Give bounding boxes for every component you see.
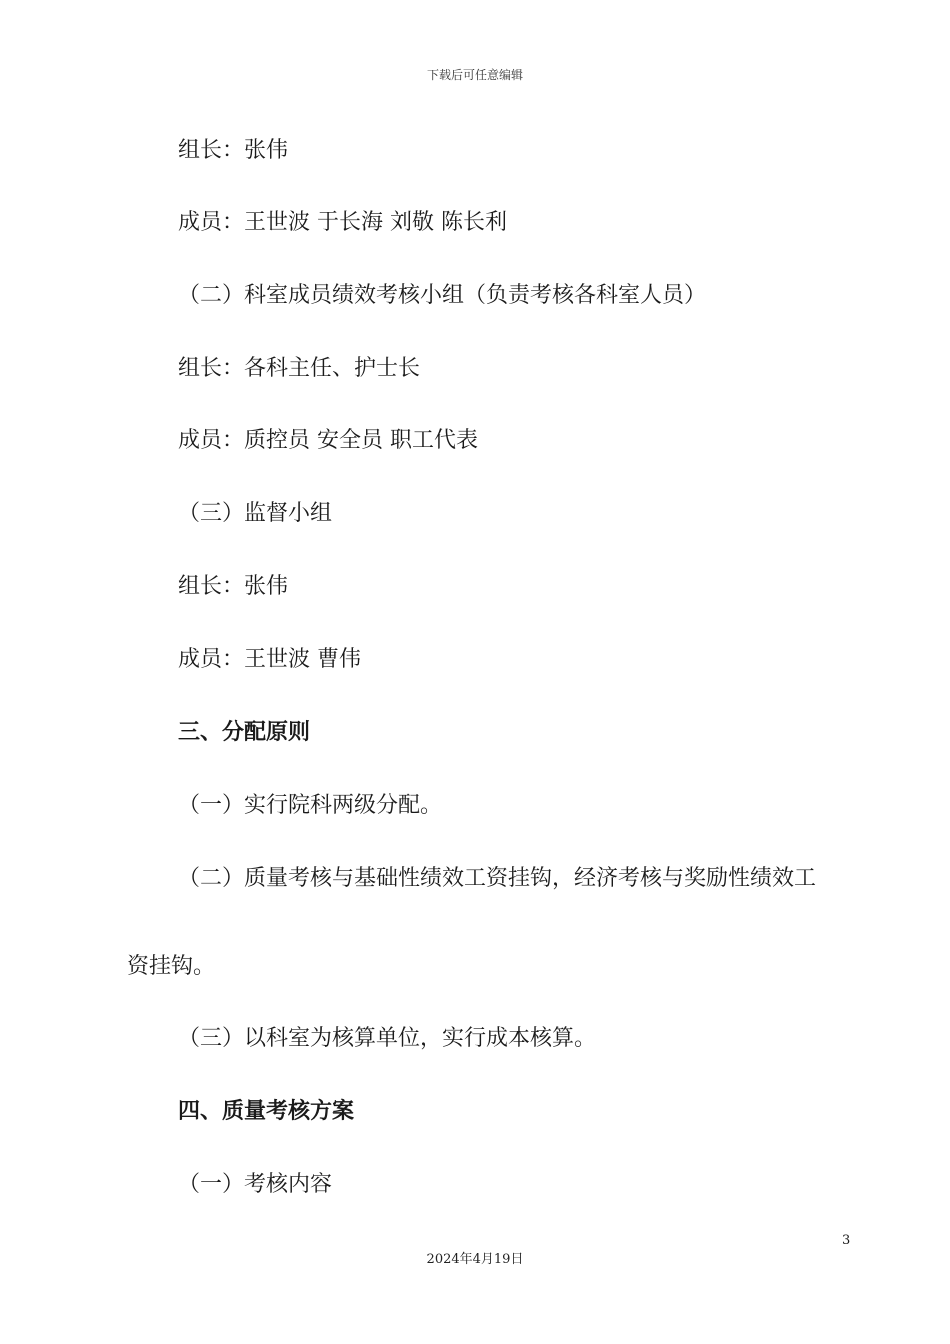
group-leader-line: 组长：各科主任、护士长	[178, 356, 421, 381]
page-header: 下载后可任意编辑	[426, 68, 523, 82]
group-members-line: 成员：王世波 曹伟	[178, 647, 361, 672]
paragraph-line: （三）以科室为核算单位，实行成本核算。	[178, 1026, 597, 1051]
section-subheading: （三）监督小组	[178, 501, 333, 526]
paragraph-line: （二）质量考核与基础性绩效工资挂钩，经济考核与奖励性绩效工	[178, 866, 817, 891]
section-heading: 四、质量考核方案	[178, 1099, 355, 1124]
section-heading: 三、分配原则	[178, 720, 311, 745]
paragraph-continuation: 资挂钩。	[127, 954, 216, 979]
group-leader-line: 组长：张伟	[178, 138, 289, 163]
group-members-line: 成员：质控员 安全员 职工代表	[178, 428, 478, 453]
group-members-line: 成员：王世波 于长海 刘敬 陈长利	[178, 210, 507, 235]
page-footer-date: 2024年4月19日	[426, 1252, 524, 1267]
section-subheading: （二）科室成员绩效考核小组（负责考核各科室人员）	[178, 283, 707, 308]
paragraph-line: （一）实行院科两级分配。	[178, 793, 443, 818]
page-number: 3	[842, 1233, 851, 1248]
section-subheading: （一）考核内容	[178, 1172, 333, 1197]
group-leader-line: 组长：张伟	[178, 574, 289, 599]
